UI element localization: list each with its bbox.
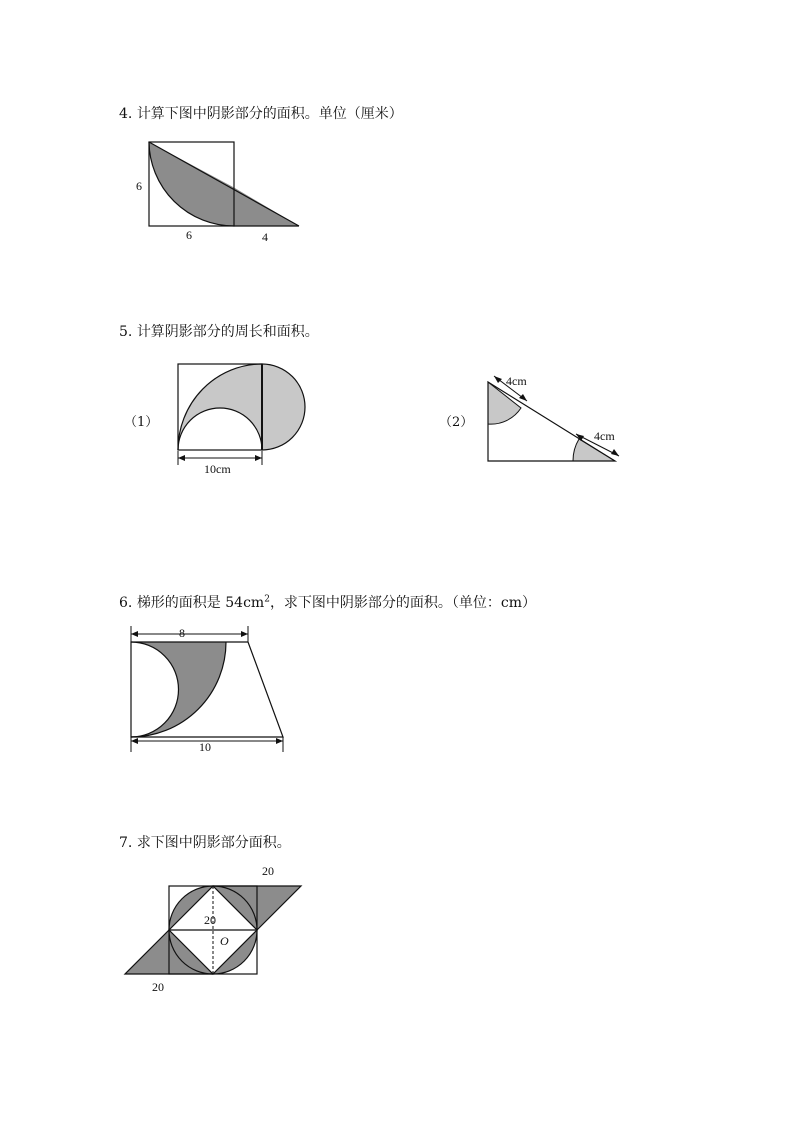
dim-arrow-top-a [494, 376, 502, 383]
shaded-half-circle [262, 364, 305, 450]
label-left: 6 [136, 179, 142, 193]
dim-arrow-bottom-b [276, 738, 283, 744]
label-right: 4 [262, 230, 268, 244]
label-bottom: 4cm [594, 429, 615, 443]
label-bottom: 20 [152, 980, 164, 994]
dim-arrow-top-b [519, 394, 527, 401]
figure-q4 [130, 135, 320, 250]
question-text: 计算阴影部分的周长和面积。 [136, 324, 319, 340]
label-middle: 20 [204, 913, 216, 927]
question-4-title [119, 103, 403, 123]
label-top: 8 [179, 626, 185, 640]
triangle [488, 382, 615, 461]
figure-q5-1 [170, 355, 320, 480]
question-text: 计算下图中阴影部分的面积。单位（厘米） [136, 106, 403, 122]
question-number: 5. [119, 324, 133, 340]
question-text-a: 梯形的面积是 54cm [136, 595, 265, 611]
question-7-title [119, 832, 291, 852]
question-number: 6. [119, 595, 133, 611]
figure-q5-2 [480, 370, 640, 470]
part-1-label: （1） [124, 415, 159, 430]
figure-q7 [118, 860, 313, 1000]
question-number: 7. [119, 835, 133, 851]
shaded-lune [178, 364, 262, 450]
label-bottom: 10 [199, 740, 211, 754]
label-width: 10cm [204, 462, 231, 476]
question-text-sup: 2 [264, 594, 270, 605]
label-top: 4cm [506, 374, 527, 388]
shaded-region [149, 142, 234, 226]
dim-arrow-left [178, 455, 185, 461]
question-number: 4. [119, 106, 133, 122]
label-top: 20 [262, 864, 274, 878]
label-center: O [220, 934, 229, 948]
question-5-title [119, 321, 319, 341]
shaded-sector-top [488, 382, 521, 424]
label-bottom: 6 [186, 228, 192, 242]
question-text-b: ，求下图中阴影部分的面积。（单位：cm） [269, 595, 537, 611]
dim-arrow-top-a [131, 631, 138, 637]
question-6-title [119, 592, 536, 612]
question-text: 求下图中阴影部分面积。 [136, 835, 291, 851]
dim-arrow-bottom-a [131, 738, 138, 744]
dim-arrow-top-b [241, 631, 248, 637]
dim-arrow-right [255, 455, 262, 461]
figure-q6 [125, 620, 295, 760]
dim-arrow-bottom-b [611, 449, 619, 456]
part-2-label: （2） [439, 415, 474, 430]
